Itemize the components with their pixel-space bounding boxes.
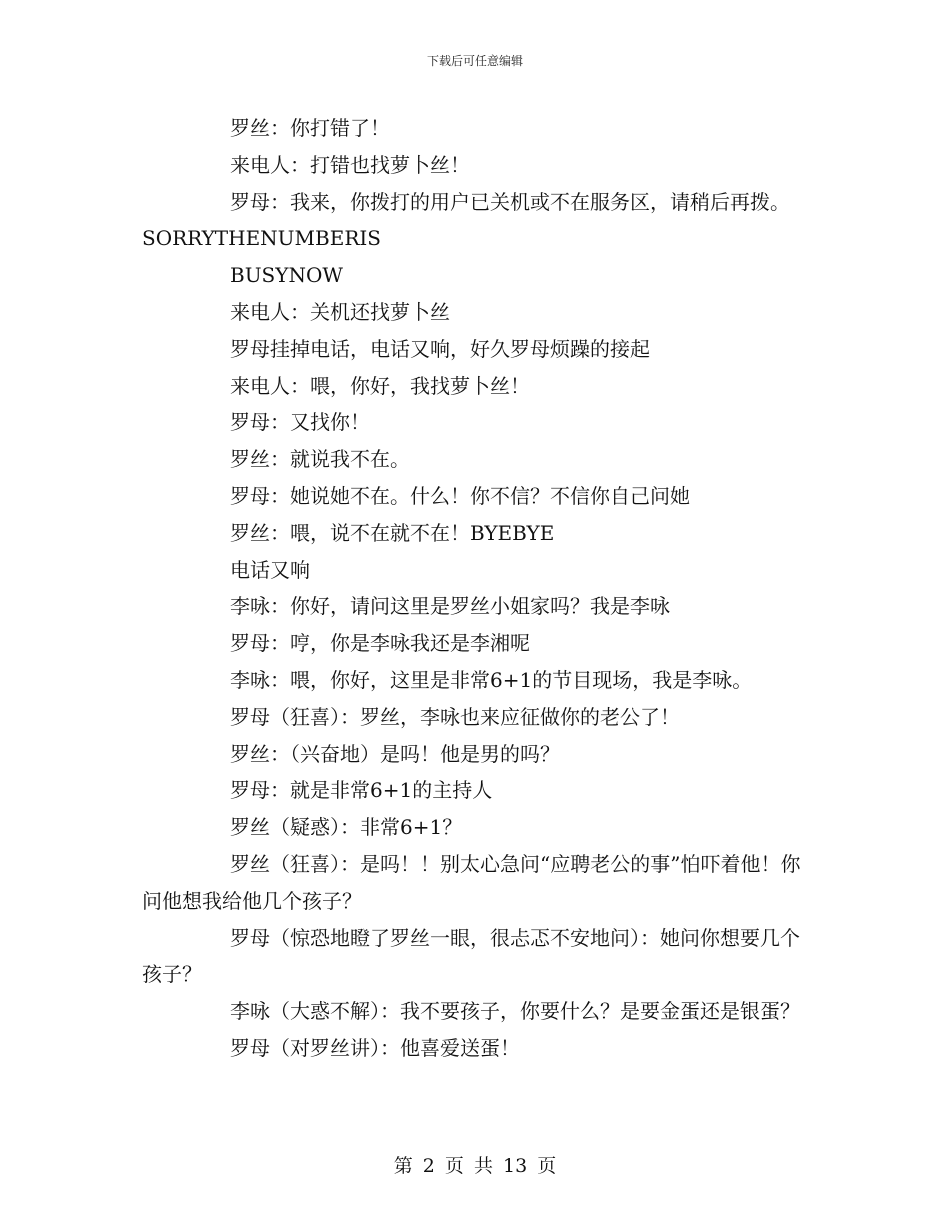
dialogue-line: 罗母：我来，你拨打的用户已关机或不在服务区，请稍后再拨。SORRYTHENUMBERIS <box>142 189 790 251</box>
document-body <box>142 110 802 1067</box>
dialogue-line: 来电人：打错也找萝卜丝！ <box>230 152 470 177</box>
dialogue-line: 罗丝（狂喜）：是吗！！别太心急问“应聘老公的事”怕吓着他！你问他想我给他几个孩子？ <box>142 851 801 913</box>
dialogue-line: 罗丝：就说我不在。 <box>230 447 410 472</box>
dialogue-line: 罗丝：你打错了！ <box>230 116 390 140</box>
stage-direction: 罗母挂掉电话，电话又响，好久罗母烦躁的接起 <box>230 336 650 361</box>
page-header: 下载后可任意编辑 <box>426 54 523 68</box>
dialogue-line: 罗丝：（兴奋地）是吗！他是男的吗？ <box>230 741 560 766</box>
dialogue-line: 来电人：关机还找萝卜丝 <box>230 299 450 324</box>
dialogue-line: 李咏：你好，请问这里是罗丝小姐家吗？我是李咏 <box>230 594 670 619</box>
dialogue-line: 罗丝（疑惑）：非常6+1？ <box>230 815 463 840</box>
dialogue-line: 罗母（对罗丝讲）：他喜爱送蛋！ <box>230 1035 520 1060</box>
dialogue-line: 罗母：她说她不在。什么！你不信？不信你自己问她 <box>230 483 690 508</box>
stage-direction: 电话又响 <box>230 557 310 582</box>
dialogue-line: BUSYNOW <box>230 263 343 288</box>
dialogue-line: 罗丝：喂，说不在就不在！BYEBYE <box>230 520 555 545</box>
dialogue-line: 李咏：喂，你好，这里是非常6+1的节目现场，我是李咏。 <box>230 667 753 692</box>
dialogue-line: 来电人：喂，你好，我找萝卜丝！ <box>230 373 530 398</box>
dialogue-line: 李咏（大惑不解）：我不要孩子，你要什么？是要金蛋还是银蛋？ <box>230 999 800 1024</box>
dialogue-line: 罗母（惊恐地瞪了罗丝一眼，很忐忑不安地问）：她问你想要几个孩子？ <box>142 925 800 987</box>
dialogue-line: 罗母：又找你！ <box>230 410 370 435</box>
dialogue-line: 罗母（狂喜）：罗丝，李咏也来应征做你的老公了！ <box>230 704 680 729</box>
dialogue-line: 罗母：哼，你是李咏我还是李湘呢 <box>230 631 530 656</box>
dialogue-line: 罗母：就是非常6+1的主持人 <box>230 778 493 803</box>
page-number-footer: 第 2 页 共 13 页 <box>393 1155 557 1177</box>
